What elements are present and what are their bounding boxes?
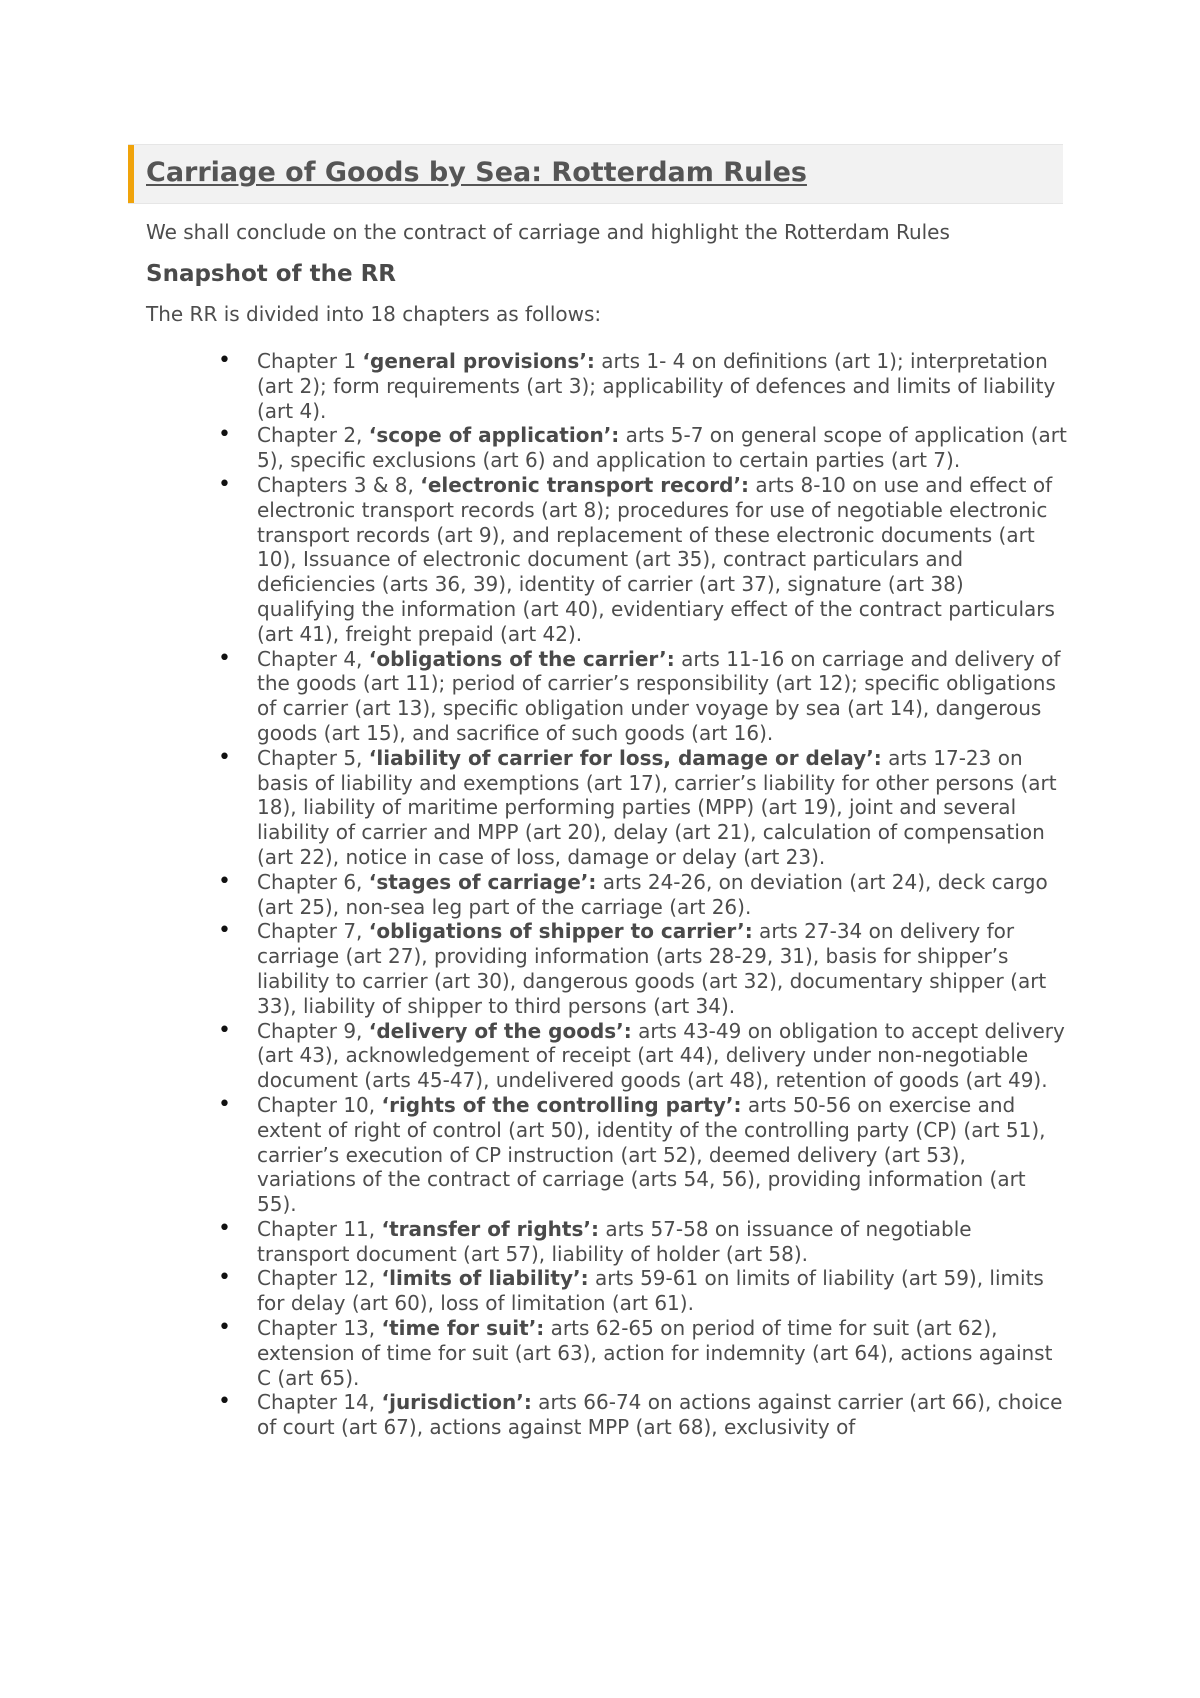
bullet-icon: • xyxy=(218,1315,231,1341)
chapter-item xyxy=(218,1265,1068,1316)
chapter-description: arts 8-10 on use and effect of electronic transport records (art 8); procedures for use of negotiable electronic transport records (art 9), and replacement of these electronic documents (art 10), Issuance of electronic document (art 35), contract particulars and deficiencies (arts 36, 39), identity of carrier (art 37), signature (art 38) qualifying the information (art 40), evidentiary effect of the contract particulars (art 41), freight prepaid (art 42). xyxy=(257,472,1055,646)
chapter-prefix: Chapter 5, xyxy=(257,745,369,770)
chapter-description: arts 59-61 on limits of liability (art 59), limits for delay (art 60), loss of limitation (art 61). xyxy=(257,1266,1044,1316)
chapter-list xyxy=(146,349,1068,1440)
chapter-title: ‘obligations of shipper to carrier’: xyxy=(368,919,753,944)
chapter-title: ‘time for suit’: xyxy=(381,1316,545,1341)
chapter-prefix: Chapter 1 xyxy=(257,349,363,373)
chapter-item xyxy=(218,645,1068,746)
bullet-icon: • xyxy=(218,1017,231,1043)
chapter-item xyxy=(218,348,1068,423)
chapter-prefix: Chapter 13, xyxy=(257,1316,382,1341)
intro-paragraph: We shall conclude on the contract of carriage and highlight the Rotterdam Rules xyxy=(146,220,950,244)
chapter-item xyxy=(218,1091,1068,1217)
chapter-description: arts 5-7 on general scope of application (art 5), specific exclusions (art 6) and application to certain parties (art 7). xyxy=(257,423,1067,473)
bullet-icon: • xyxy=(218,348,231,373)
bullet-icon: • xyxy=(218,422,231,448)
chapter-prefix: Chapter 11, xyxy=(257,1216,382,1241)
section-heading: Snapshot of the RR xyxy=(146,261,397,287)
chapter-prefix: Chapter 9, xyxy=(257,1018,369,1043)
chapter-title: ‘jurisdiction’: xyxy=(381,1390,532,1415)
chapter-description: arts 1- 4 on definitions (art 1); interpretation (art 2); form requirements (art 3); applicability of defences and limits of liability (art 4). xyxy=(257,349,1056,423)
chapter-title: ‘rights of the controlling party’: xyxy=(381,1092,742,1117)
bullet-icon: • xyxy=(218,918,231,944)
chapter-title: ‘stages of carriage’: xyxy=(368,869,597,894)
chapter-prefix: Chapter 6, xyxy=(257,869,369,894)
chapter-prefix: Chapter 4, xyxy=(257,646,369,671)
chapter-item xyxy=(218,1215,1068,1267)
chapter-title: ‘general provisions’: xyxy=(362,349,595,373)
chapter-prefix: Chapter 10, xyxy=(257,1092,382,1117)
chapter-item xyxy=(218,471,1068,647)
chapter-item xyxy=(218,744,1068,870)
bullet-icon: • xyxy=(218,645,231,671)
chapter-description: arts 17-23 on basis of liability and exemptions (art 17), carrier’s liability for other persons (art 18), liability of maritime performing parties (MPP) (art 19), joint and several liability of carrier and MPP (art 20), delay (art 21), calculation of compensation (art 22), notice in case of loss, damage or delay (art 23). xyxy=(257,745,1057,869)
title-accent-bar xyxy=(128,145,134,203)
chapter-prefix: Chapter 7, xyxy=(257,919,369,944)
chapter-item xyxy=(218,1389,1068,1440)
chapter-title: ‘scope of application’: xyxy=(368,423,620,448)
title-banner xyxy=(128,144,1063,204)
chapter-item xyxy=(218,918,1068,1018)
chapter-prefix: Chapter 2, xyxy=(257,423,369,448)
bullet-icon: • xyxy=(218,1091,231,1117)
chapter-item xyxy=(218,1315,1068,1390)
bullet-icon: • xyxy=(218,744,231,770)
chapter-item xyxy=(218,422,1068,473)
bullet-icon: • xyxy=(218,868,231,894)
chapter-description: arts 11-16 on carriage and delivery of the goods (art 11); period of carrier’s responsibility (art 12); specific obligations of carrier (art 13), specific obligation under voyage by sea (art 14), dangerous goods (art 15), and sacrifice of such goods (art 16). xyxy=(257,646,1061,745)
bullet-icon: • xyxy=(218,1265,231,1291)
chapter-description: arts 50-56 on exercise and extent of right of control (art 50), identity of the controlling party (CP) (art 51), carrier’s execution of CP instruction (art 52), deemed delivery (art 53), variations of the contract of carriage (arts 54, 56), providing information (art 55). xyxy=(257,1092,1046,1217)
document-title: Carriage of Goods by Sea: Rotterdam Rules xyxy=(146,157,807,188)
chapter-prefix: Chapter 14, xyxy=(257,1390,382,1415)
chapter-description: arts 66-74 on actions against carrier (art 66), choice of court (art 67), actions against MPP (art 68), exclusivity of xyxy=(257,1390,1063,1440)
bullet-icon: • xyxy=(218,471,231,497)
chapter-prefix: Chapter 12, xyxy=(257,1266,382,1291)
chapter-title: ‘liability of carrier for loss, damage or delay’: xyxy=(368,745,882,770)
chapter-title: ‘limits of liability’: xyxy=(381,1266,589,1291)
chapter-title: ‘transfer of rights’: xyxy=(381,1216,599,1241)
chapter-description: arts 57-58 on issuance of negotiable transport document (art 57), liability of holder (art 58). xyxy=(257,1216,972,1266)
chapter-description: arts 43-49 on obligation to accept delivery (art 43), acknowledgement of receipt (art 44), delivery under non-negotiable document (arts 45-47), undelivered goods (art 48), retention of goods (art 49). xyxy=(257,1018,1065,1093)
chapter-title: ‘electronic transport record’: xyxy=(420,472,750,497)
chapter-title: ‘delivery of the goods’: xyxy=(368,1018,632,1043)
chapter-description: arts 27-34 on delivery for carriage (art 27), providing information (arts 28-29, 31), basis for shipper’s liability to carrier (art 30), dangerous goods (art 32), documentary shipper (art 33), liability of shipper to third persons (art 34). xyxy=(257,919,1047,1018)
chapter-item xyxy=(218,1017,1068,1093)
bullet-icon: • xyxy=(218,1215,231,1241)
bullet-icon: • xyxy=(218,1389,231,1415)
lead-paragraph: The RR is divided into 18 chapters as follows: xyxy=(146,302,602,326)
chapter-description: arts 62-65 on period of time for suit (art 62), extension of time for suit (art 63), action for indemnity (art 64), actions against C (art 65). xyxy=(257,1316,1053,1390)
chapter-prefix: Chapters 3 & 8, xyxy=(257,472,421,497)
chapter-title: ‘obligations of the carrier’: xyxy=(368,646,675,671)
document-body xyxy=(146,218,1068,1440)
chapter-item xyxy=(218,868,1068,920)
chapter-description: arts 24-26, on deviation (art 24), deck cargo (art 25), non-sea leg part of the carriage (art 26). xyxy=(257,869,1048,919)
